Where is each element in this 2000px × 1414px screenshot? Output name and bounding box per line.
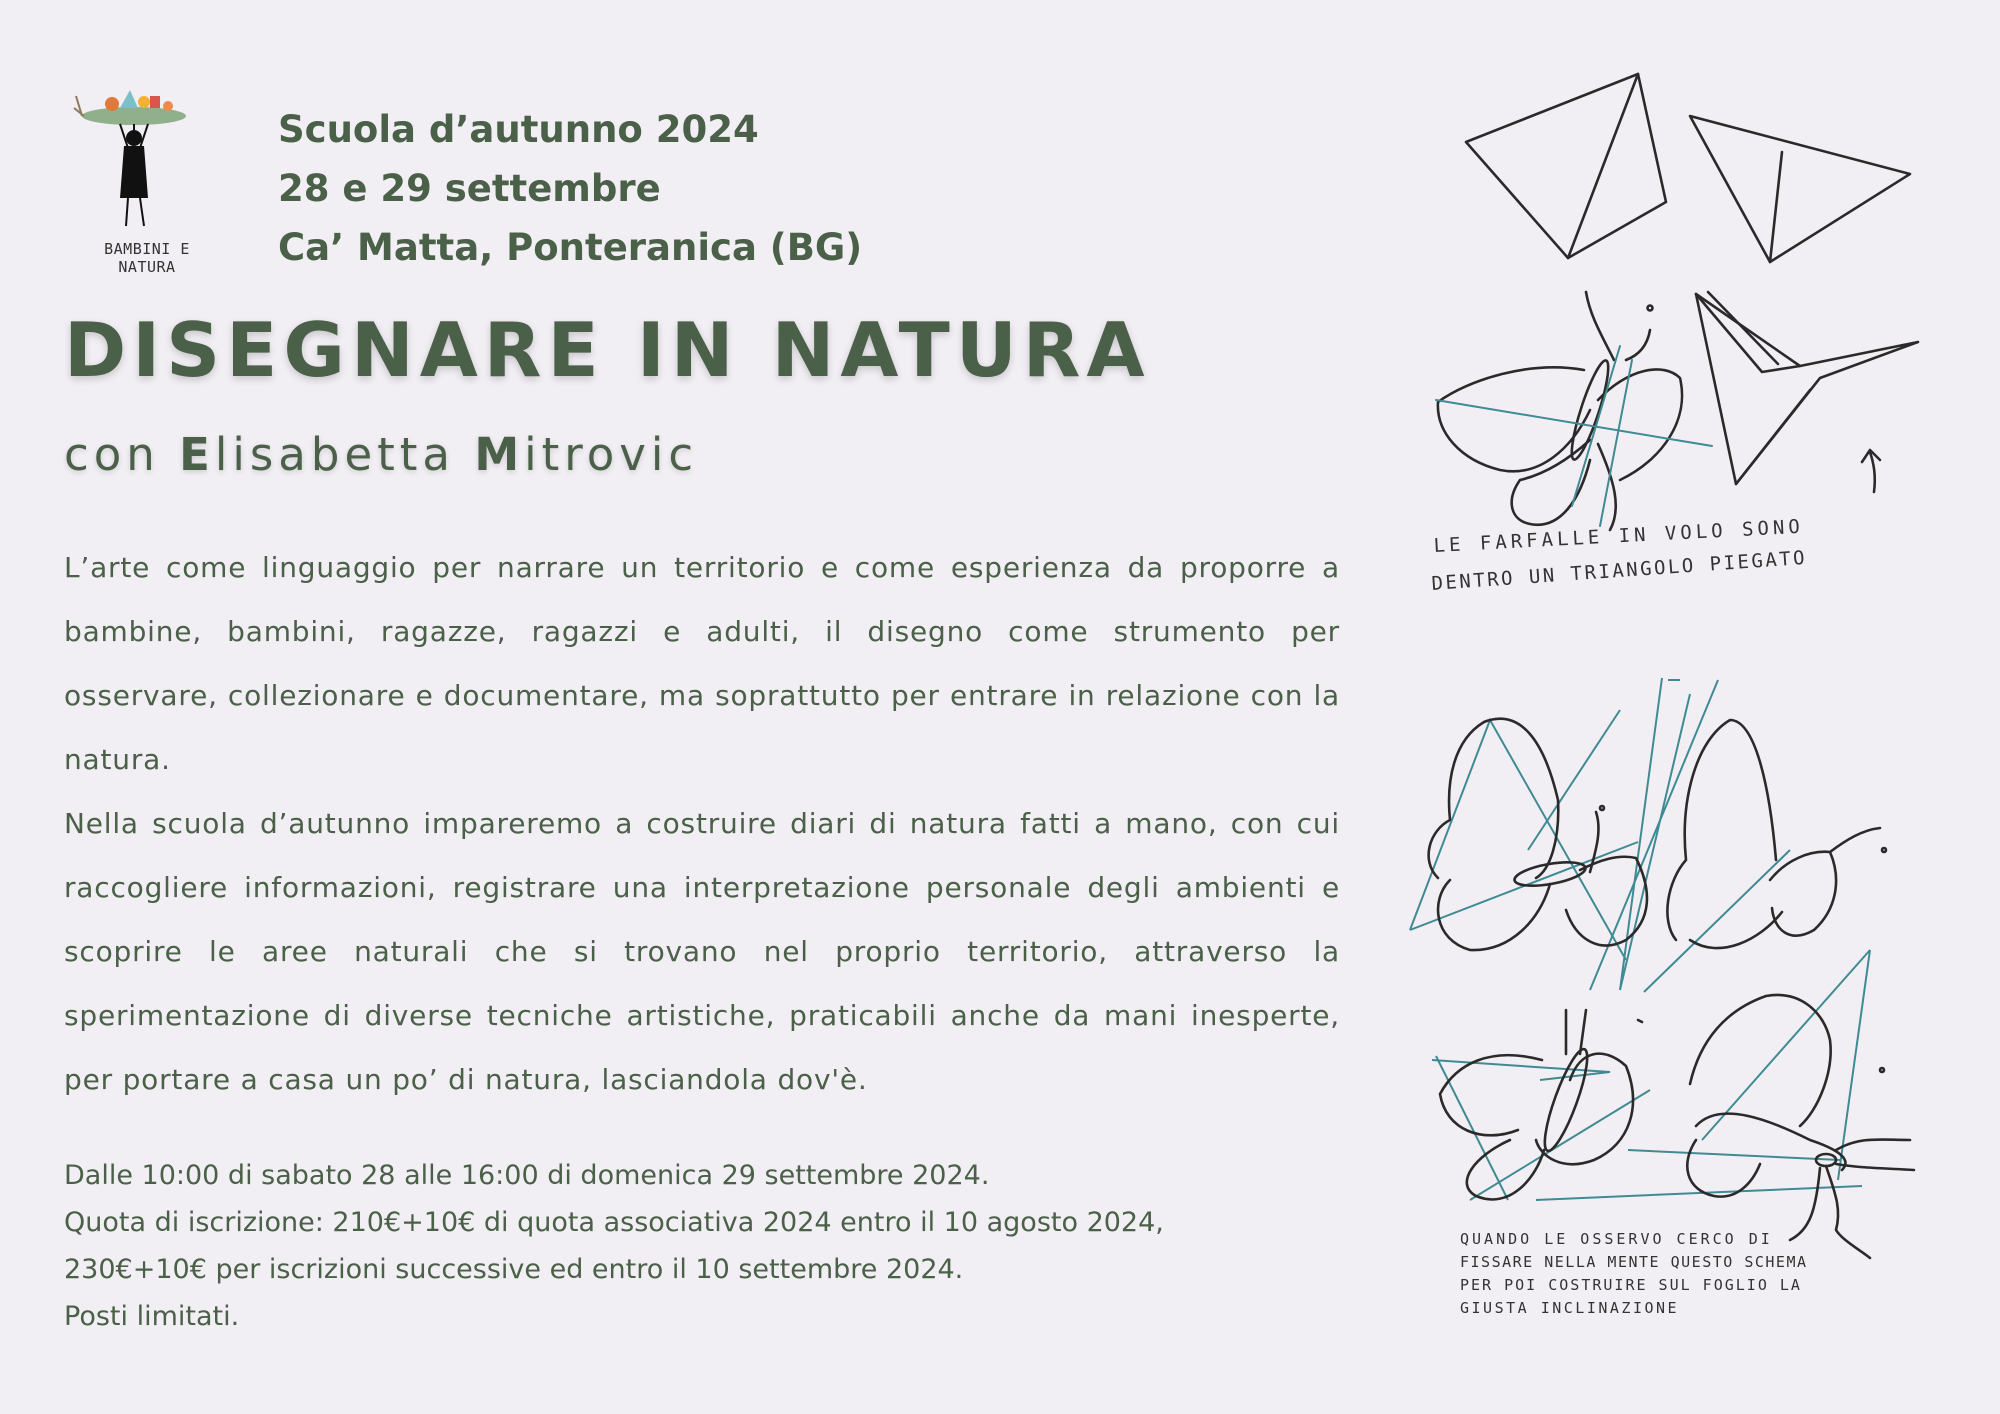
event-info [278,100,862,277]
fee-text-2: 230€+10€ per iscrizioni successive ed entro il 10 settembre 2024. [64,1254,964,1285]
bambini-e-natura-logo-icon [72,86,222,236]
butterfly-sketch-4 [1440,1010,1642,1199]
arrow-up-icon [1862,450,1880,492]
limited-seats-text: Posti limitati. [64,1301,240,1332]
sketch-note-1-line-2: DENTRO UN TRIANGOLO PIEGATO [1430,546,1808,595]
triangle-sketch-2 [1690,116,1910,262]
subtitle-last-rest: itrovic [524,428,699,481]
subtitle-first-rest: lisabetta [214,428,475,481]
butterfly-sketches-illustration [1390,60,1970,1350]
sketch-note-1-line-1: LE FARFALLE IN VOLO SONO [1433,515,1805,557]
butterfly-sketch-1 [1438,292,1682,530]
event-name: Scuola d’autunno 2024 [278,108,759,151]
subtitle-first-initial: E [179,428,215,481]
schedule-text: Dalle 10:00 di sabato 28 alle 16:00 di domenica 29 settembre 2024. [64,1160,990,1191]
event-details [64,1152,1164,1340]
butterfly-sketch-3 [1667,720,1886,948]
butterfly-sketch-5 [1687,995,1914,1258]
description-paragraph-2: Nella scuola d’autunno impareremo a costruire diari di natura fatti a mano, con cui raccogliere informazioni, registrare una interpretazione personale degli ambienti e scoprire le aree naturali che si trovano nel proprio territorio, attraverso la sperimentazione di diverse tecniche artistiche, praticabili anche da mani inesperte, per portare a casa un po’ di natura, lasciandola dov'è. [64,807,1340,1096]
subtitle-prefix: con [64,428,180,481]
page-title: DISEGNARE IN NATURA [64,306,1151,394]
triangle-sketch-1 [1466,74,1666,258]
subtitle [64,428,698,481]
event-location: Ca’ Matta, Ponteranica (BG) [278,226,863,269]
sketch-note-2-line-4: GIUSTA INCLINAZIONE [1460,1299,1680,1317]
fee-text-1: Quota di iscrizione: 210€+10€ di quota associativa 2024 entro il 10 agosto 2024, [64,1207,1164,1238]
logo-caption: BAMBINI E NATURA [104,240,190,276]
description-paragraph-1: L’arte come linguaggio per narrare un territorio e come esperienza da proporre a bambine, bambini, ragazze, ragazzi e adulti, il disegno come strumento per osservare, collezionare e documentare, ma soprattutto per entrare in relazione con la natura. [64,551,1340,776]
sketch-note-2-line-2: FISSARE NELLA MENTE QUESTO SCHEMA [1460,1253,1808,1271]
sketch-note-2-line-1: QUANDO LE OSSERVO CERCO DI [1460,1230,1773,1248]
sketch-note-2-line-3: PER POI COSTRUIRE SUL FOGLIO LA [1460,1276,1802,1294]
description [64,536,1340,1112]
event-dates: 28 e 29 settembre [278,167,661,210]
logo [72,86,222,276]
subtitle-last-initial: M [474,428,525,481]
folded-triangle-sketch [1696,292,1918,484]
